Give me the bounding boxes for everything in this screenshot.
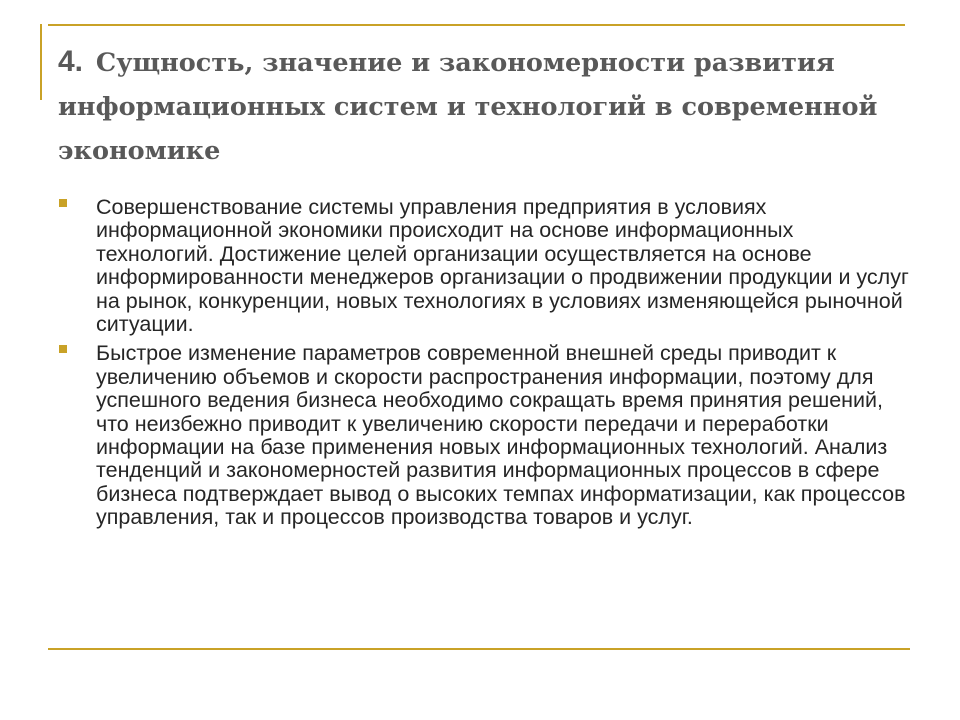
title-text: Сущность, значение и закономерности развития информационных систем и технологий в современной экономике <box>58 48 878 166</box>
list-item <box>56 196 916 336</box>
title-number: 4. <box>58 45 84 78</box>
bullet-text: Совершенствование системы управления предприятия в условиях информационной экономики происходит на основе информационных технологий. Достижение целей организации осуществляется на основе информированности менеджеров организации о продвижении продукции и услуг на рынок, конкуренции, новых технологиях в условиях изменяющейся рыночной ситуации. <box>96 195 909 337</box>
bullet-text: Быстрое изменение параметров современной внешней среды приводит к увеличению объемов и скорости распространения информации, поэтому для успешного ведения бизнеса необходимо сокращать время принятия решений, что неизбежно приводит к увеличению скорости передачи и переработки информации на базе применения новых информационных технологий. Анализ тенденций и закономерностей развития информационных процессов в сфере бизнеса подтверждает вывод о высоких темпах информатизации, как процессов управления, так и процессов производства товаров и услуг. <box>96 341 906 530</box>
slide-title <box>58 40 918 173</box>
square-bullet-icon <box>59 345 67 353</box>
list-item <box>56 342 916 529</box>
bullet-list <box>56 196 916 536</box>
top-divider <box>48 24 905 26</box>
bottom-divider <box>48 648 910 650</box>
square-bullet-icon <box>59 199 67 207</box>
left-divider <box>40 24 42 100</box>
